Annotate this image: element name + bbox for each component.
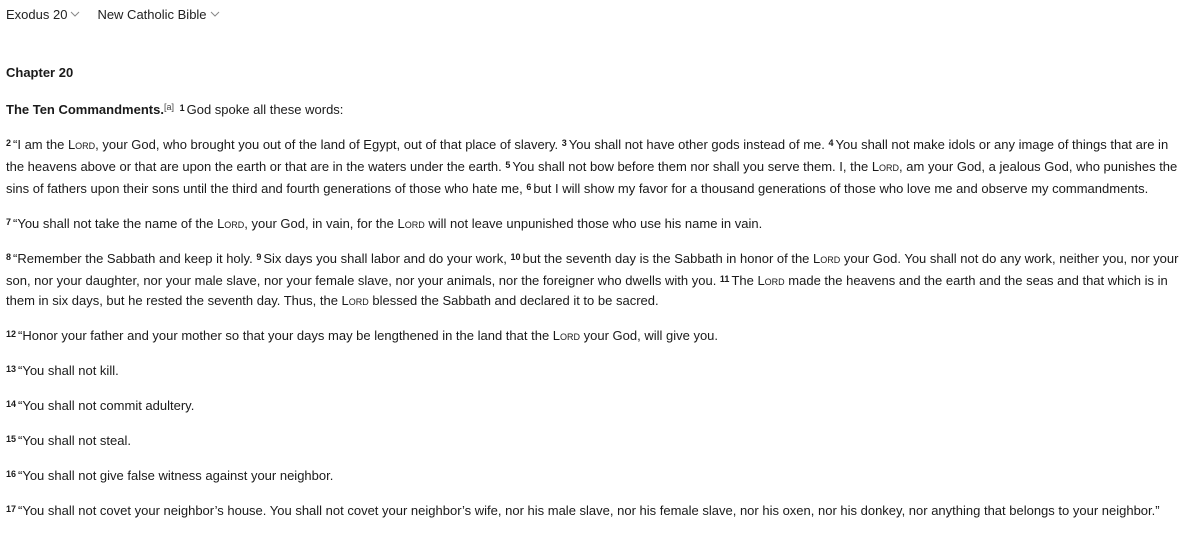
translation-label: New Catholic Bible: [97, 6, 207, 22]
verse-text: “You shall not kill.: [18, 363, 119, 378]
divine-name: Lord: [552, 328, 581, 343]
verse-number: 1: [179, 103, 185, 113]
verse-text: , your God, who brought you out of the land of Egypt, out of that place of slavery.: [95, 137, 562, 152]
verse-text: made the heavens and the earth and the seas and that which is in them in six days, but he rested the seventh day. Thus, the: [6, 273, 1168, 308]
verse-text: “You shall not covet your neighbor’s house. You shall not covet your neighbor’s wife, nor his male slave, nor his female slave, nor his oxen, nor his donkey, nor anything that belongs to your neighbor.”: [18, 503, 1160, 518]
verse-text: your God. You shall not do any work, neither you, nor your son, nor your daughter, nor your male slave, nor your female slave, nor your animals, nor the foreigner who dwells with you.: [6, 251, 1179, 288]
verse-number: 10: [510, 252, 521, 262]
chevron-down-icon: [69, 8, 81, 20]
verse-text: “You shall not take the name of the: [13, 216, 218, 231]
verse-text: but the seventh day is the Sabbath in honor of the: [522, 251, 814, 266]
divine-name: Lord: [341, 293, 369, 308]
verse-number: 7: [6, 217, 12, 227]
paragraph: [6, 324, 1182, 346]
verse-number: 13: [6, 364, 17, 374]
verse-text: “Honor your father and your mother so that your days may be lengthened in the land that the: [18, 328, 553, 343]
paragraph: [6, 499, 1182, 521]
paragraph: [6, 247, 1182, 311]
verse-text: The: [731, 273, 758, 288]
footnote-link[interactable]: [a]: [163, 102, 174, 112]
book-chapter-selector[interactable]: [6, 7, 81, 22]
verse-text: “You shall not give false witness against your neighbor.: [18, 468, 334, 483]
reader-header: [6, 5, 237, 23]
verse-number: 11: [719, 274, 730, 284]
verse-text: , your God, in vain, for the: [244, 216, 398, 231]
verse-text: but I will show my favor for a thousand generations of those who love me and observe my commandments.: [533, 181, 1149, 196]
paragraph: [6, 212, 1182, 234]
verse-number: 3: [561, 138, 567, 148]
verse-number: 17: [6, 504, 17, 514]
translation-selector[interactable]: [97, 7, 220, 22]
section-heading: The Ten Commandments.: [6, 102, 164, 117]
verse-number: 8: [6, 252, 12, 262]
paragraph: [6, 429, 1182, 451]
verse-number: 15: [6, 434, 17, 444]
verse-text: blessed the Sabbath and declared it to be sacred.: [368, 293, 659, 308]
paragraph: [6, 97, 1182, 120]
paragraph: [6, 464, 1182, 486]
verse-number: 14: [6, 399, 17, 409]
divine-name: Lord: [217, 216, 245, 231]
divine-name: Lord: [397, 216, 425, 231]
book-chapter-label: Exodus 20: [6, 6, 68, 22]
chapter-content: [6, 64, 1182, 534]
chevron-down-icon: [209, 8, 221, 20]
verse-text: God spoke all these words:: [186, 102, 344, 117]
verse-number: 9: [256, 252, 262, 262]
chapter-title: Chapter 20: [6, 65, 74, 80]
verse-number: 5: [505, 160, 511, 170]
verse-text: You shall not bow before them nor shall you serve them. I, the: [512, 159, 872, 174]
verse-number: 2: [6, 138, 12, 148]
verse-text: “You shall not commit adultery.: [18, 398, 195, 413]
verse-text: , am your God, a jealous God, who punishes the sins of fathers upon their sons until the third and fourth generations of those who hate me,: [6, 159, 1178, 196]
paragraph: [6, 359, 1182, 381]
paragraph: [6, 394, 1182, 416]
verse-number: 4: [828, 138, 834, 148]
verse-text: You shall not have other gods instead of me.: [568, 137, 829, 152]
divine-name: Lord: [757, 273, 785, 288]
divine-name: Lord: [813, 251, 841, 266]
verse-text: “You shall not steal.: [18, 433, 131, 448]
verse-text: will not leave unpunished those who use his name in vain.: [424, 216, 763, 231]
verse-text: You shall not make idols or any image of things that are in the heavens above or that are upon the earth or that are in the waters under the earth.: [6, 137, 1169, 174]
verse-number: 6: [526, 182, 532, 192]
verse-text: Six days you shall labor and do your work,: [263, 251, 511, 266]
verse-number: 12: [6, 329, 17, 339]
divine-name: Lord: [871, 159, 900, 174]
verse-number: 16: [6, 469, 17, 479]
verse-text: “I am the: [13, 137, 68, 152]
verse-text: “Remember the Sabbath and keep it holy.: [13, 251, 257, 266]
verse-text: your God, will give you.: [580, 328, 719, 343]
paragraph: [6, 133, 1182, 199]
divine-name: Lord: [67, 137, 96, 152]
